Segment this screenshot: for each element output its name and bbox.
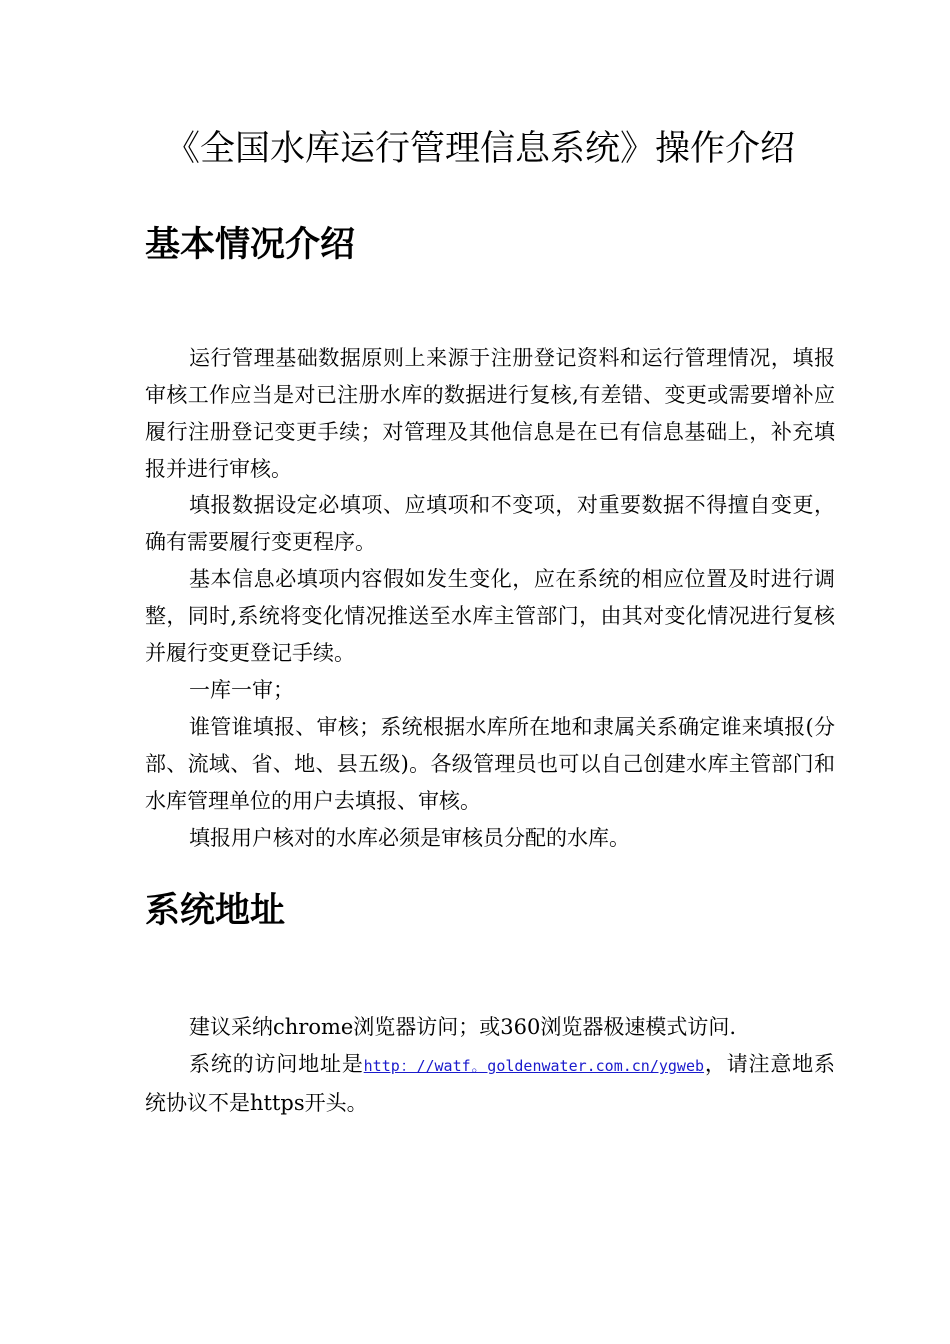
paragraph-data-source: 运行管理基础数据原则上来源于注册登记资料和运行管理情况，填报审核工作应当是对已注册水库的数据进行复核,有差错、变更或需要增补应履行注册登记变更手续；对管理及其他信息是在已有信息基础上，补充填报并进行审核。 [145, 346, 835, 481]
paragraph-who-manages: 谁管谁填报、审核；系统根据水库所在地和隶属关系确定谁来填报(分部、流域、省、地、县五级)。各级管理员也可以自己创建水库主管部门和水库管理单位的用户去填报、审核。 [145, 715, 835, 813]
paragraph-required-fields: 填报数据设定必填项、应填项和不变项，对重要数据不得擅自变更，确有需要履行变更程序。 [145, 493, 835, 554]
section-heading-system-address: 系统地址 [145, 890, 286, 931]
paragraph-system-address [145, 1046, 835, 1122]
paragraph-user-check: 填报用户核对的水库必须是审核员分配的水库。 [189, 826, 630, 850]
system-address-link[interactable]: http：//watf。goldenwater.com.cn/ygweb [363, 1057, 705, 1075]
document-title: 《全国水库运行管理信息系统》操作介绍 [164, 129, 795, 169]
paragraph-info-change: 基本信息必填项内容假如发生变化，应在系统的相应位置及时进行调整，同时,系统将变化情况推送至水库主管部门，由其对变化情况进行复核并履行变更登记手续。 [145, 567, 835, 665]
section-heading-basic-info: 基本情况介绍 [145, 224, 356, 265]
address-suffix: ，请注意地系统协议不是https开头。 [145, 1052, 836, 1115]
address-prefix: 系统的访问地址是 [189, 1052, 364, 1076]
paragraph-one-reservoir-one-review: 一库一审； [189, 678, 294, 702]
paragraph-browser-note: 建议采纳chrome浏览器访问；或360浏览器极速模式访问. [189, 1015, 737, 1039]
